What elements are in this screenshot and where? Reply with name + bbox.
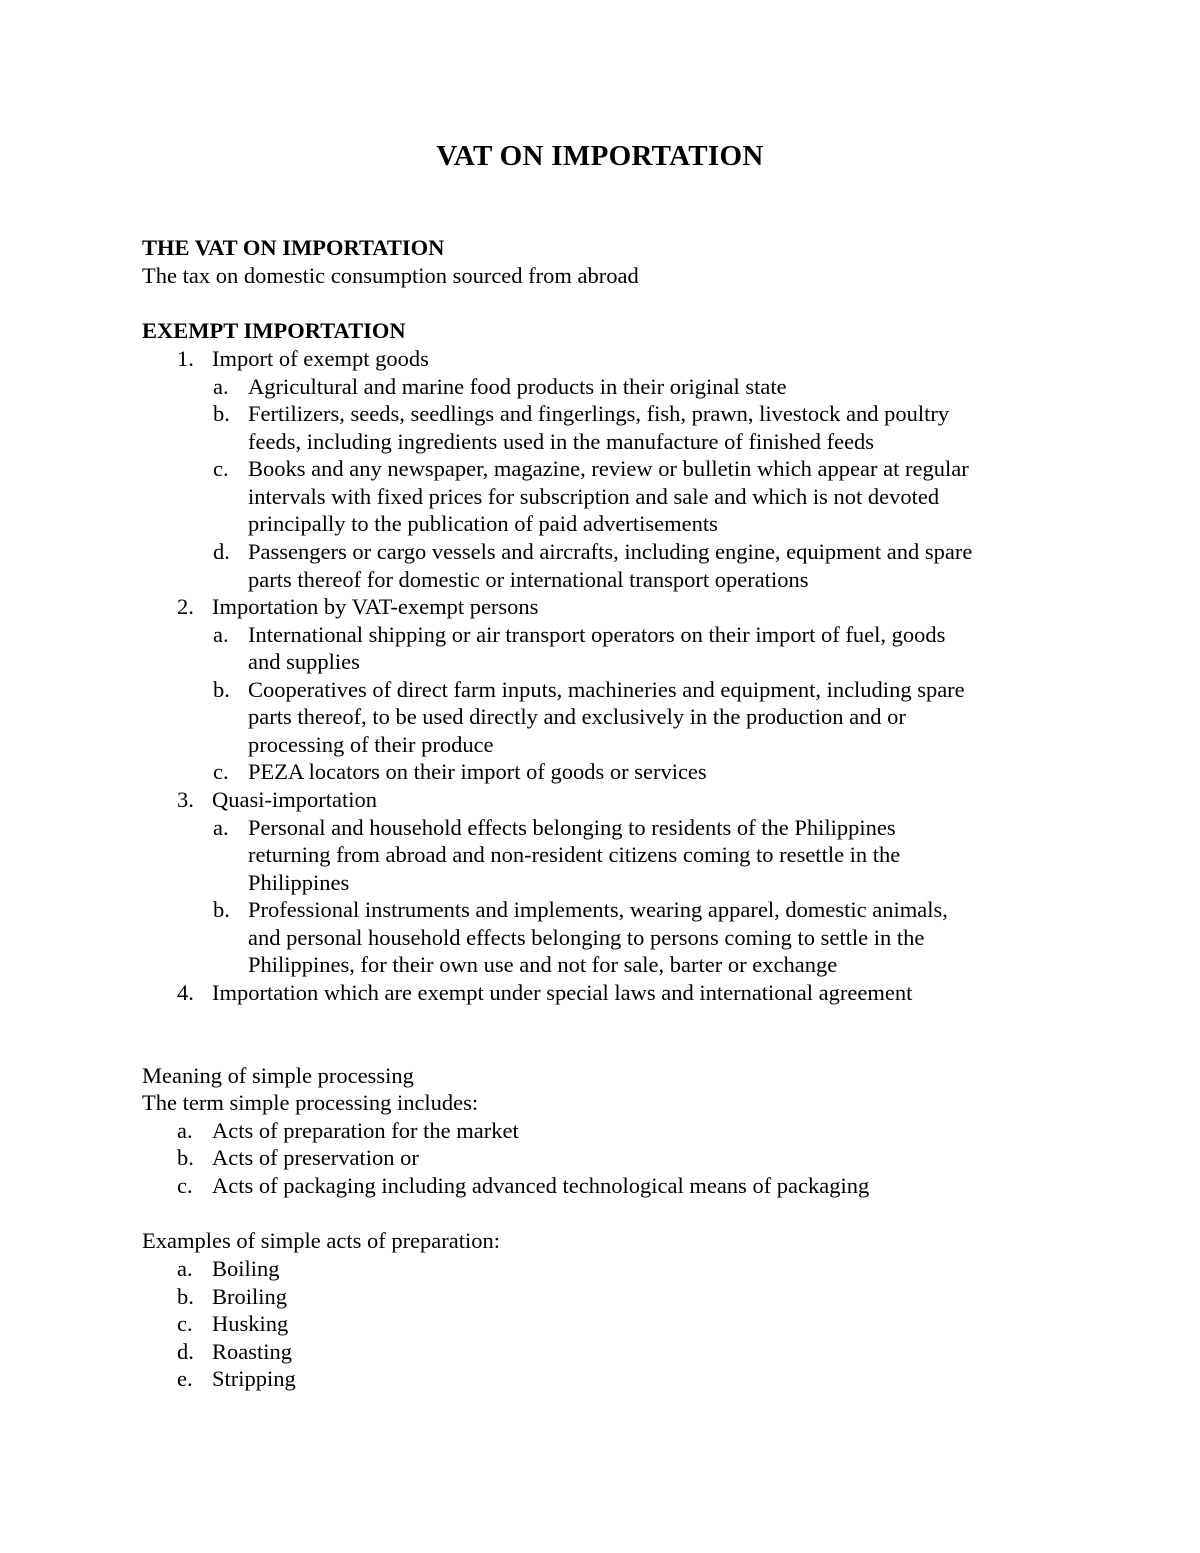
list-subitem: Personal and household effects belonging to residents of the Philippines	[248, 815, 896, 840]
list-letter: c.	[213, 456, 229, 481]
section-intro: The term simple processing includes:	[142, 1090, 479, 1115]
list-item: Roasting	[212, 1339, 293, 1364]
section-heading-simple-processing: Meaning of simple processing	[142, 1063, 414, 1088]
list-letter: a.	[213, 815, 229, 840]
list-subitem-continuation: feeds, including ingredients used in the manufacture of finished feeds	[248, 429, 875, 454]
list-item: Stripping	[212, 1366, 296, 1391]
list-letter: a.	[177, 1118, 193, 1143]
list-subitem-continuation: Philippines, for their own use and not for sale, barter or exchange	[248, 952, 838, 977]
list-number: 4.	[177, 980, 194, 1005]
list-item: Import of exempt goods	[212, 346, 429, 371]
list-subitem-continuation: returning from abroad and non-resident citizens coming to resettle in the	[248, 842, 901, 867]
list-subitem-continuation: processing of their produce	[248, 732, 494, 757]
list-subitem: Passengers or cargo vessels and aircrafts, including engine, equipment and spare	[248, 539, 973, 564]
list-subitem-continuation: intervals with fixed prices for subscription and sale and which is not devoted	[248, 484, 940, 509]
list-letter: d.	[177, 1339, 194, 1364]
list-letter: c.	[177, 1311, 193, 1336]
list-item: Acts of preparation for the market	[212, 1118, 519, 1143]
list-letter: e.	[177, 1366, 193, 1391]
list-letter: b.	[213, 897, 230, 922]
list-letter: b.	[177, 1284, 194, 1309]
list-item: Acts of packaging including advanced technological means of packaging	[212, 1173, 870, 1198]
section-heading-examples: Examples of simple acts of preparation:	[142, 1228, 501, 1253]
list-subitem: Books and any newspaper, magazine, review or bulletin which appear at regular	[248, 456, 969, 481]
list-letter: d.	[213, 539, 230, 564]
list-item: Husking	[212, 1311, 289, 1336]
list-subitem-continuation: Philippines	[248, 870, 350, 895]
list-letter: b.	[177, 1145, 194, 1170]
list-subitem-continuation: and personal household effects belonging to persons coming to settle in the	[248, 925, 925, 950]
page-title: VAT ON IMPORTATION	[436, 140, 764, 172]
list-letter: b.	[213, 401, 230, 426]
list-subitem-continuation: principally to the publication of paid advertisements	[248, 511, 718, 536]
list-subitem: Fertilizers, seeds, seedlings and fingerlings, fish, prawn, livestock and poultry	[248, 401, 950, 426]
list-subitem: Cooperatives of direct farm inputs, machineries and equipment, including spare	[248, 677, 965, 702]
list-number: 3.	[177, 787, 194, 812]
section-text-definition: The tax on domestic consumption sourced from abroad	[142, 263, 639, 288]
list-letter: b.	[213, 677, 230, 702]
section-heading-exempt-importation: EXEMPT IMPORTATION	[142, 318, 406, 343]
list-letter: a.	[177, 1256, 193, 1281]
list-subitem: Professional instruments and implements, wearing apparel, domestic animals,	[248, 897, 948, 922]
list-item: Boiling	[212, 1256, 280, 1281]
list-letter: c.	[177, 1173, 193, 1198]
list-item: Importation by VAT-exempt persons	[212, 594, 539, 619]
list-item: Quasi-importation	[212, 787, 377, 812]
section-heading-vat-on-importation: THE VAT ON IMPORTATION	[142, 235, 445, 260]
list-subitem-continuation: parts thereof for domestic or international transport operations	[248, 567, 809, 592]
list-item: Importation which are exempt under special laws and international agreement	[212, 980, 913, 1005]
list-number: 2.	[177, 594, 194, 619]
list-subitem: Agricultural and marine food products in their original state	[248, 374, 787, 399]
list-subitem: International shipping or air transport operators on their import of fuel, goods	[248, 622, 946, 647]
list-subitem-continuation: and supplies	[248, 649, 360, 674]
list-letter: c.	[213, 759, 229, 784]
list-subitem-continuation: parts thereof, to be used directly and exclusively in the production and or	[248, 704, 906, 729]
list-item: Broiling	[212, 1284, 288, 1309]
list-letter: a.	[213, 622, 229, 647]
list-subitem: PEZA locators on their import of goods or services	[248, 759, 707, 784]
list-number: 1.	[177, 346, 194, 371]
list-letter: a.	[213, 374, 229, 399]
list-item: Acts of preservation or	[212, 1145, 419, 1170]
